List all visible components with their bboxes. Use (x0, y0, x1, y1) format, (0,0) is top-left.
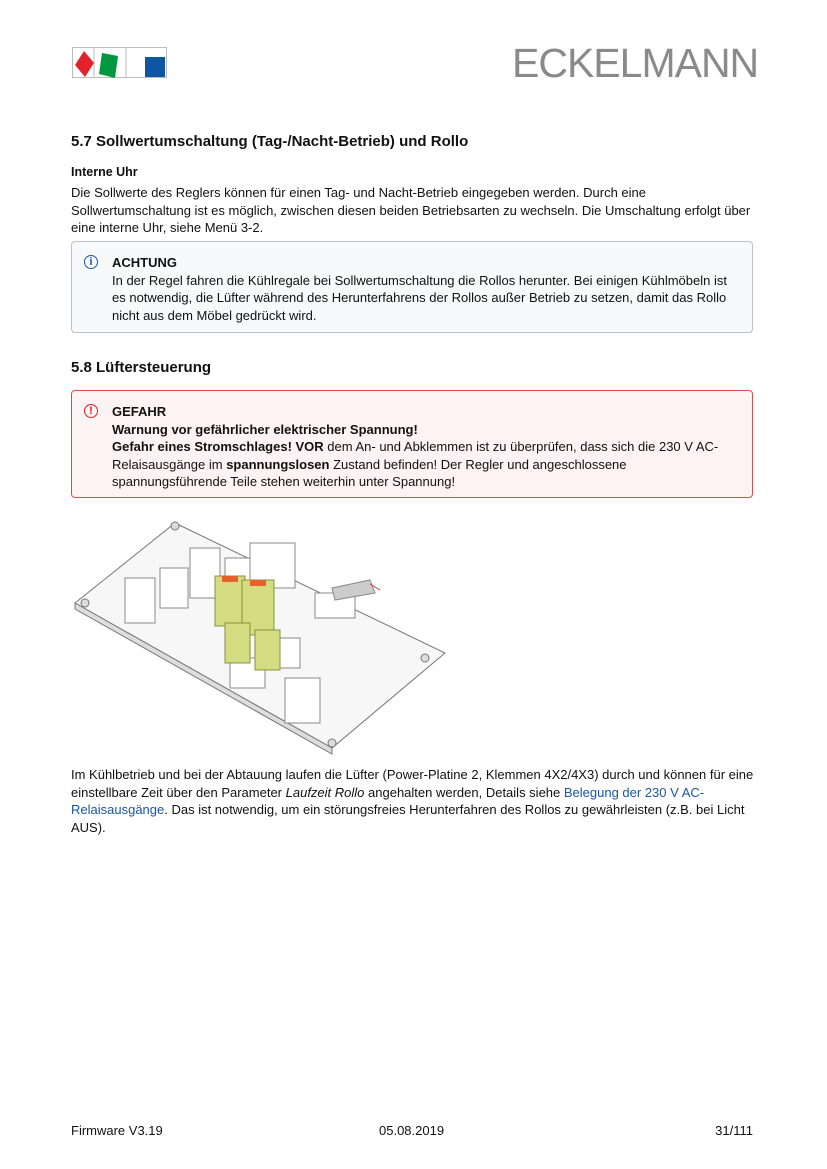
eckelmann-logo (72, 47, 168, 79)
section-heading-5-7: 5.7 Sollwertumschaltung (Tag-/Nacht-Betrieb) und Rollo (71, 133, 469, 150)
notice-box (71, 241, 753, 333)
danger-text-4: Zustand befinden! Der Regler und angeschlossene spannungsführende Teile stehen weiterhin unter Spannung! (112, 456, 627, 489)
text: . Das ist notwendig, um ein störungsfreies Herunterfahren des Rollos zu gewährleisten (z.B. bei Licht AUS). (71, 802, 745, 835)
danger-bold-1: Gefahr eines Stromschlages! VOR (112, 439, 324, 454)
fan-control-paragraph (71, 766, 756, 836)
notice-text: In der Regel fahren die Kühlregale bei Sollwertumschaltung die Rollos herunter. Bei einigen Kühlmöbeln ist es notwendig, die Lüfter während des Herunterfahrens der Rollos außer Betrieb zu setzen, damit das Rollo nicht aus dem Möbel gedrückt wird. (112, 272, 727, 323)
relay-outputs-link[interactable]: Belegung der 230 V AC-Relaisausgänge (71, 784, 705, 817)
danger-text (112, 438, 738, 491)
danger-subtitle: Warnung vor gefährlicher elektrischer Spannung! (112, 421, 418, 437)
footer-page-number: 31/111 (715, 1123, 753, 1138)
subheading: Interne Uhr (71, 165, 138, 179)
danger-bold-2: spannungslosen (226, 456, 330, 472)
info-icon: i (84, 255, 98, 269)
danger-title: GEFAHR (112, 404, 167, 419)
danger-text-2: dem An- und Abklemmen ist zu überprüfen, dass sich die 230 V AC-Relaisausgänge im (112, 439, 719, 472)
paragraph: Die Sollwerte des Reglers können für einen Tag- und Nacht-Betrieb eingegeben werden. Durch eine Sollwertumschaltung ist es möglich, zwischen diesen beiden Betriebsarten zu wechseln. Die Umschaltung erfolgt über eine interne Uhr, siehe Menü 3-2. (71, 185, 751, 235)
power-board-illustration (70, 518, 450, 763)
exclamation-icon: ! (84, 404, 98, 418)
section-heading-5-8: 5.8 Lüftersteuerung (71, 359, 212, 376)
notice-title: ACHTUNG (112, 255, 177, 270)
parameter-name: Laufzeit Rollo (285, 784, 365, 800)
footer-firmware: Firmware V3.19 (71, 1123, 163, 1138)
text: angehalten werden, Details siehe (364, 784, 564, 800)
text: Im Kühlbetrieb und bei der Abtauung laufen die Lüfter (Power-Platine 2, Klemmen 4X2/4X3) durch und können für eine einstellbare Zeit über den Parameter (71, 767, 754, 800)
footer-date: 05.08.2019 (379, 1123, 445, 1138)
brand-name: ECKELMANN (512, 40, 759, 86)
danger-box (71, 390, 753, 498)
